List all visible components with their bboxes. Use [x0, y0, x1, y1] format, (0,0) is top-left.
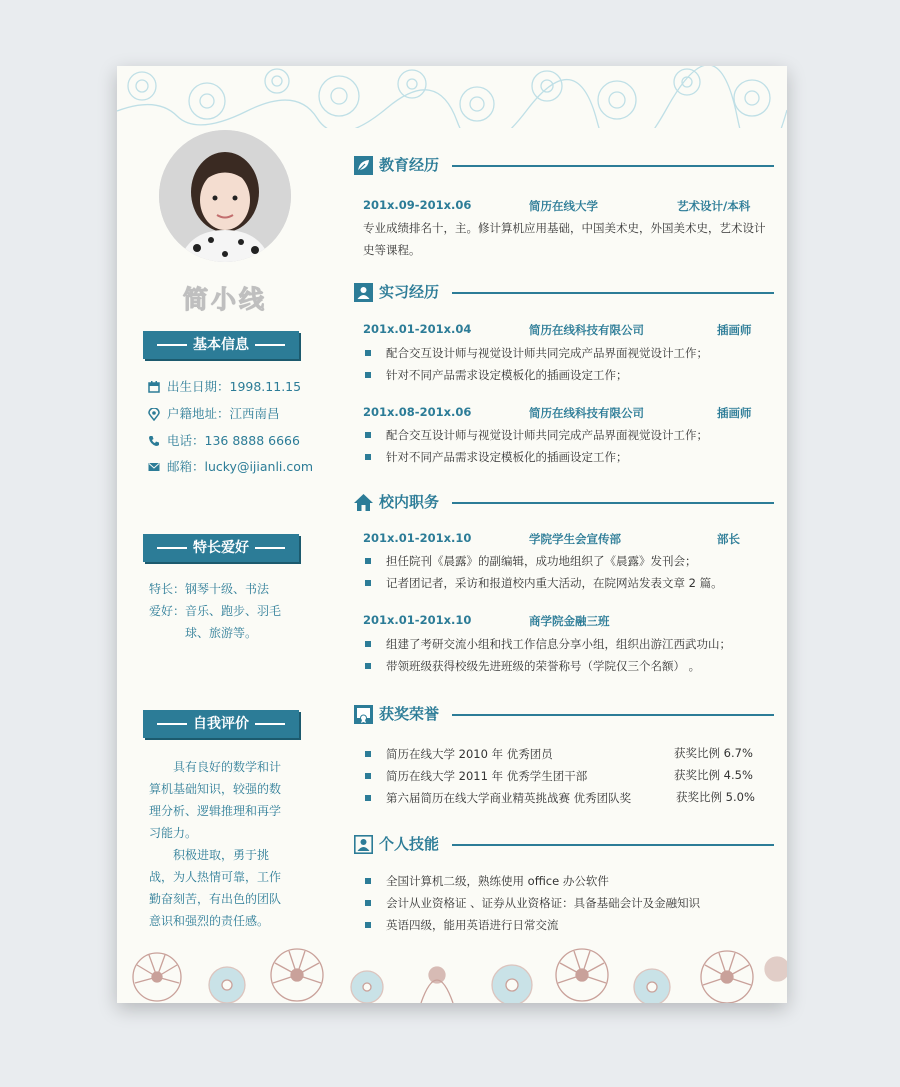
basic-info-heading: 基本信息	[143, 331, 299, 359]
campus-heading: 校内职务	[354, 492, 774, 514]
self-evaluation	[149, 756, 291, 932]
campus-date: 201x.01-201x.10	[363, 531, 472, 545]
resume-page: 简小线 基本信息 出生日期：1998.11.15 户籍地址：江西南昌 电话：136 8888 6666 邮箱：lucky@ijianli.com 特长爱好 特长：钢琴十级、书法 爱好：音乐、跑步、羽毛 球、旅游等。 自我评价 具有良好的数学和计算机基础知识，较强的数理分析、逻辑推理和再学习能力。 积极进取，勇于挑战，为人热情可靠，工作勤奋刻苦，有出色的团队意识和强烈的责任感。 教育经历 201x.09-201x.06 简历在线大学 艺术设计/本科 专业成绩排名十，主。修计算机应用基础，中国美术史，外国美术史，艺术设计史等课程。 实习经历 201x.01-201x.04 简历在线科技有限公司 插画师 配合交互设计师与视觉设计师共同完成产品界面视觉设计工作； 针对不同产品需求设定模板化的插画设定工作； 201x.08-201x.06 简历在线科技有限公司 插画师 配合交互设计师与视觉设计师共同完成产品界面视觉设计工作； 针对不同产品需求设定模板化的插画设定工作； 校内职务 201x.01-201x.10 学院学生会宣传部 部长 担任院刊《晨露》的副编辑，成功地组织了《晨露》发刊会； 记者团记者，采访和报道校内重大活动，在院网站发表文章 2 篇。 201x.01-201x.10 商学院金融三班 组建了考研交流小组和找工作信息分享小组，组织出游江西武功山； 带领班级获得校级先进班级的荣誉称号（学院仅三个名额） 。 获奖荣誉 简历在线大学 2010 年 优秀团员 获奖比例 6.7% 简历在线大学 2011 年 优秀学生团干部 获奖比例 4.5% 第六届简历在线大学商业精英挑战赛 优秀团队奖 获奖比例 5.0% 个人技能 全国计算机二级，熟练使用 office 办公软件 会计从业资格证 、证券从业资格证：具备基础会计及金融知识 英语四级，能用英语进行日常交流	[117, 66, 787, 1003]
awards-heading: 获奖荣誉	[354, 704, 774, 726]
top-floral-border	[117, 66, 787, 128]
internship-company: 简历在线科技有限公司	[529, 323, 644, 337]
hobby-line: 球、旅游等。	[185, 626, 258, 640]
award-rate: 获奖比例 4.5%	[674, 768, 753, 782]
education-school: 简历在线大学	[529, 199, 598, 213]
location-icon	[148, 408, 160, 421]
award-rate: 获奖比例 5.0%	[676, 790, 755, 804]
education-heading: 教育经历	[354, 155, 774, 177]
hobby-heading: 特长爱好	[143, 534, 299, 562]
campus-org: 商学院金融三班	[529, 614, 610, 628]
person-badge-icon	[354, 283, 373, 302]
hobby-line: 爱好：音乐、跑步、羽毛	[149, 604, 282, 618]
bottom-floral-border	[117, 941, 787, 1003]
award-rate: 获奖比例 6.7%	[674, 746, 753, 760]
self-eval-heading: 自我评价	[143, 710, 299, 738]
user-card-icon	[354, 835, 373, 854]
certificate-icon	[354, 705, 373, 724]
internship-role: 插画师	[717, 323, 752, 337]
campus-org: 学院学生会宣传部	[529, 532, 621, 546]
leaf-icon	[354, 156, 373, 175]
house-icon	[354, 493, 373, 512]
self-eval-paragraph: 具有良好的数学和计算机基础知识，较强的数理分析、逻辑推理和再学习能力。	[149, 760, 282, 840]
mail-icon	[148, 462, 160, 472]
skills-heading: 个人技能	[354, 834, 774, 856]
calendar-icon	[148, 381, 160, 393]
education-major: 艺术设计/本科	[677, 199, 751, 213]
internship-heading: 实习经历	[354, 282, 774, 304]
education-description: 专业成绩排名十，主。修计算机应用基础，中国美术史，外国美术史，艺术设计史等课程。	[363, 221, 766, 257]
education-date: 201x.09-201x.06	[363, 198, 472, 212]
phone-icon	[148, 435, 160, 447]
internship-company: 简历在线科技有限公司	[529, 406, 644, 420]
campus-date: 201x.01-201x.10	[363, 613, 472, 627]
candidate-name: 简小线	[182, 285, 267, 314]
hobby-line: 特长：钢琴十级、书法	[149, 582, 270, 596]
self-eval-paragraph: 积极进取，勇于挑战，为人热情可靠，工作勤奋刻苦，有出色的团队意识和强烈的责任感。	[149, 848, 282, 928]
internship-date: 201x.01-201x.04	[363, 322, 472, 336]
internship-date: 201x.08-201x.06	[363, 405, 472, 419]
internship-role: 插画师	[717, 406, 752, 420]
profile-photo	[159, 130, 291, 262]
campus-role: 部长	[717, 532, 740, 546]
